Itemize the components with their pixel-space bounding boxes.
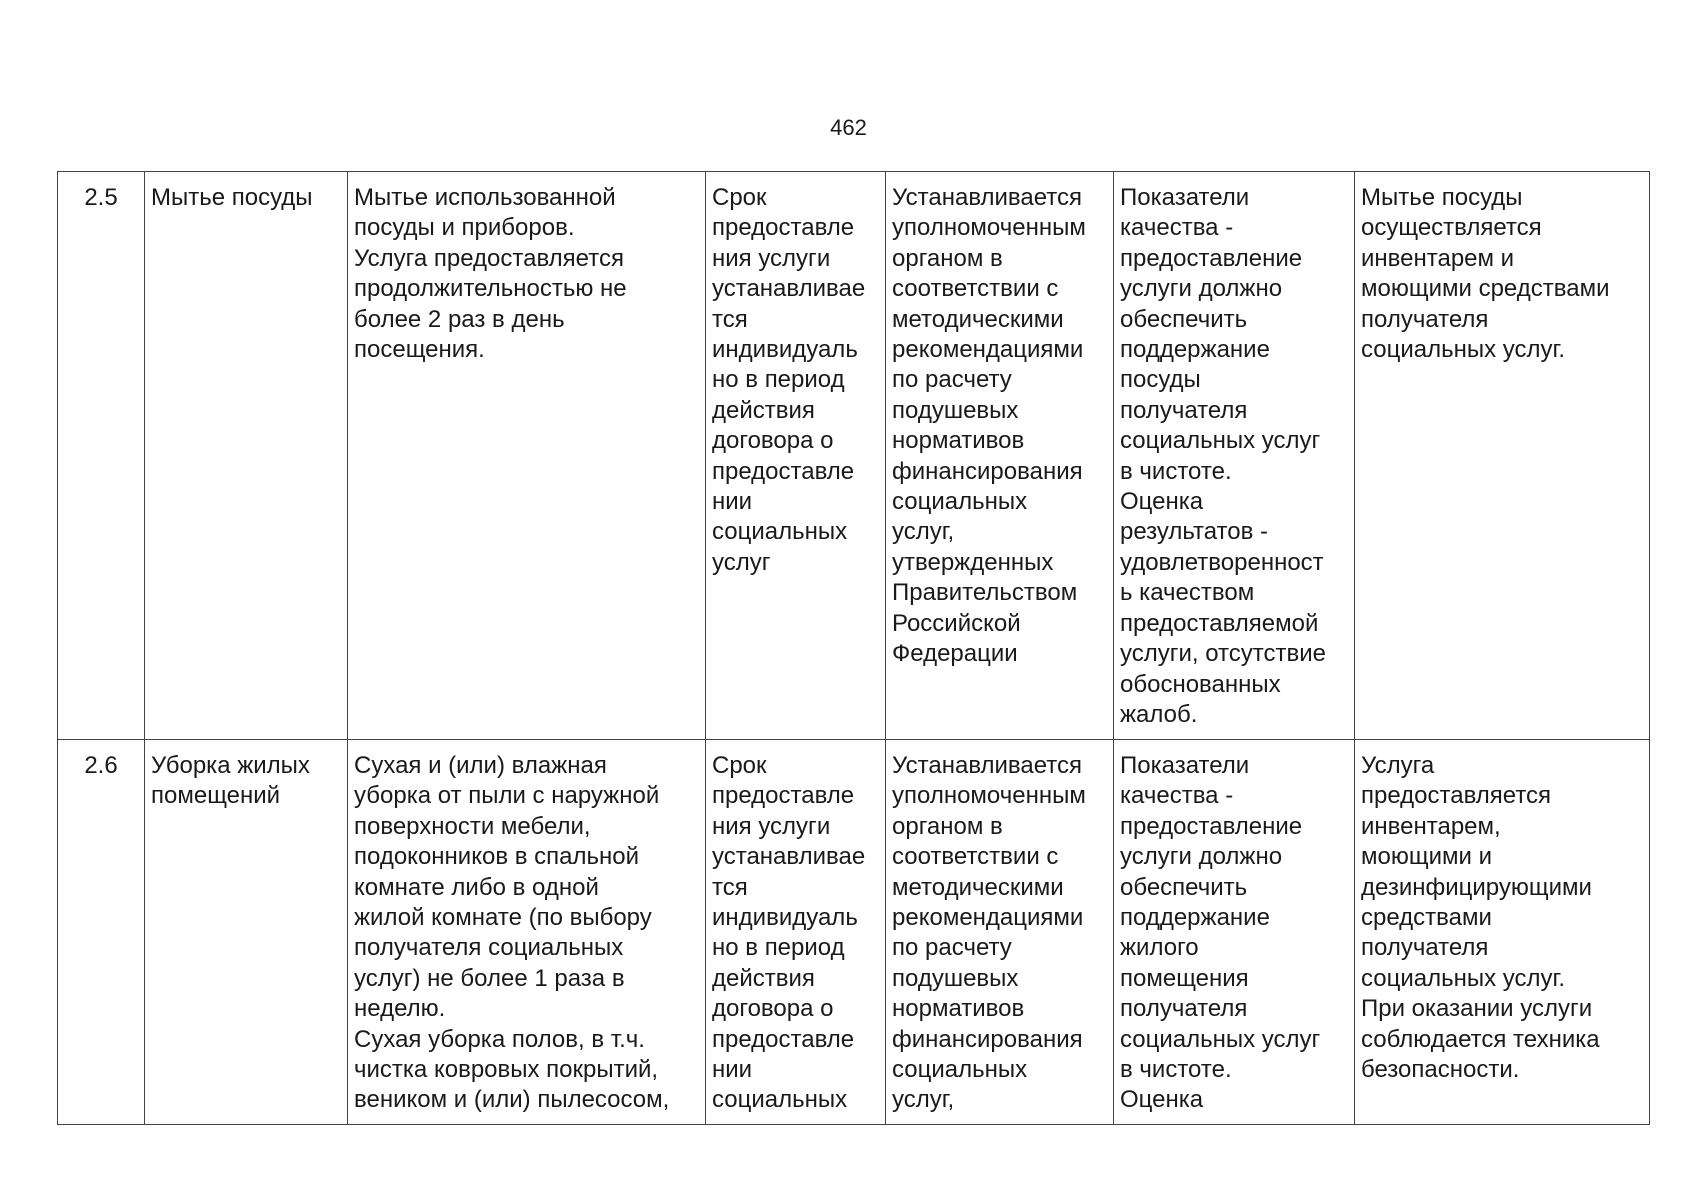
service-term-cell: Срок предоставле ния услуги устанавливае тся индивидуаль но в период действия договора о предоставле нии социальных услуг (706, 172, 886, 740)
service-conditions-cell: Услуга предоставляется инвентарем, моющими и дезинфицирующими средствами получателя социальных услуг. При оказании услуги соблюдается техника безопасности. (1355, 740, 1650, 1125)
service-quality-cell: Показатели качества - предоставление услуги должно обеспечить поддержание жилого помещения получателя социальных услуг в чистоте. Оценка (1114, 740, 1355, 1125)
service-cost-cell: Устанавливается уполномоченным органом в соответствии с методическими рекомендациями по расчету подушевых нормативов финансирования социальных услуг, (886, 740, 1114, 1125)
service-description-cell: Сухая и (или) влажная уборка от пыли с наружной поверхности мебели, подоконников в спальной комнате либо в одной жилой комнате (по выбору получателя социальных услуг) не более 1 раза в неделю. Сухая уборка полов, в т.ч. чистка ковровых покрытий, веником и (или) пылесосом, (348, 740, 706, 1125)
table-row (58, 740, 1650, 1125)
table-row (58, 172, 1650, 740)
service-description-cell: Мытье использованной посуды и приборов. Услуга предоставляется продолжительностью не более 2 раз в день посещения. (348, 172, 706, 740)
row-number-cell: 2.5 (58, 172, 145, 740)
service-name-cell: Мытье посуды (145, 172, 348, 740)
row-number-cell: 2.6 (58, 740, 145, 1125)
service-quality-cell: Показатели качества - предоставление услуги должно обеспечить поддержание посуды получателя социальных услуг в чистоте. Оценка результатов - удовлетворенност ь качеством предоставляемой услуги, отсутствие обоснованных жалоб. (1114, 172, 1355, 740)
page-number: 462 (830, 115, 867, 140)
service-term-cell: Срок предоставле ния услуги устанавливае тся индивидуаль но в период действия договора о предоставле нии социальных (706, 740, 886, 1125)
service-cost-cell: Устанавливается уполномоченным органом в соответствии с методическими рекомендациями по расчету подушевых нормативов финансирования социальных услуг, утвержденных Правительством Российской Федерации (886, 172, 1114, 740)
service-conditions-cell: Мытье посуды осуществляется инвентарем и моющими средствами получателя социальных услуг. (1355, 172, 1650, 740)
services-table (57, 171, 1650, 1125)
service-name-cell: Уборка жилых помещений (145, 740, 348, 1125)
